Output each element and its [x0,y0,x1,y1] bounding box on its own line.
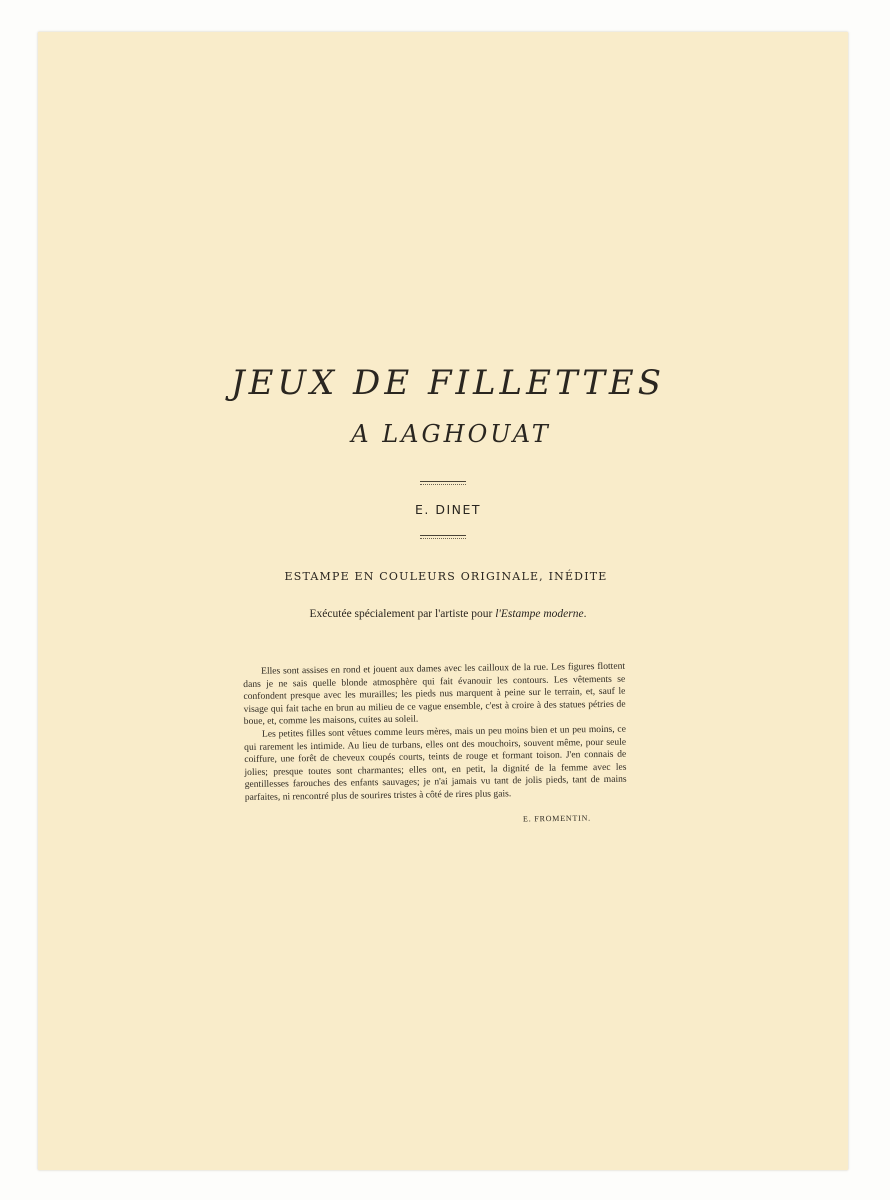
artist-name: E. DINET [414,502,482,517]
divider-bottom [420,535,466,536]
divider-top [420,481,466,482]
paper-sheet [38,32,848,1170]
print-description: ESTAMPE EN COULEURS ORIGINALE, INÉDITE [284,570,608,583]
quotation-paragraph-2: Les petites filles sont vêtues comme leurs mères, mais un peu moins bien et un peu moins, ce qui rarement les intimide. Au lieu de turbans, elles ont des mouchoirs, souvent même, pour seule coiffure, une forêt de cheveux coupés courts, teints de rouge et formant toison. J'en connais de jolies; presque toutes sont charmantes; elles ont, en petit, la dignité de la femme avec les gentillesses farouches des enfants sauvages; je n'ai jamais vu tant de jolis pieds, tant de mains parfaites, ni rencontré plus de sourires tristes à côté de rires plus gais. [244,723,627,803]
execution-note-suffix: . [583,608,587,620]
execution-note [43,608,853,620]
quotation-paragraph-1: Elles sont assises en rond et jouent aux dames avec les cailloux de la rue. Les figures flottent dans je ne sais quelle blonde atmosphère qui fait évanouir les contours. Les vêtements se confondent presque avec les murailles; les pieds nus marquent à peine sur le terrain, et, sauf le visage qui fait tache en brun au milieu de ce vague ensemble, c'est à croire à des statues pétries de boue, et, comme les maisons, cuites au soleil. [243,660,626,728]
execution-note-publication: l'Estampe moderne [495,608,584,620]
title-line-2: A LAGHOUAT [351,420,551,448]
quotation-text [243,661,627,805]
quotation-author: E. FROMENTIN. [522,813,592,824]
title-line-1: JEUX DE FILLETTES [230,363,666,403]
execution-note-prefix: Exécutée spécialement par l'artiste pour [309,608,496,620]
